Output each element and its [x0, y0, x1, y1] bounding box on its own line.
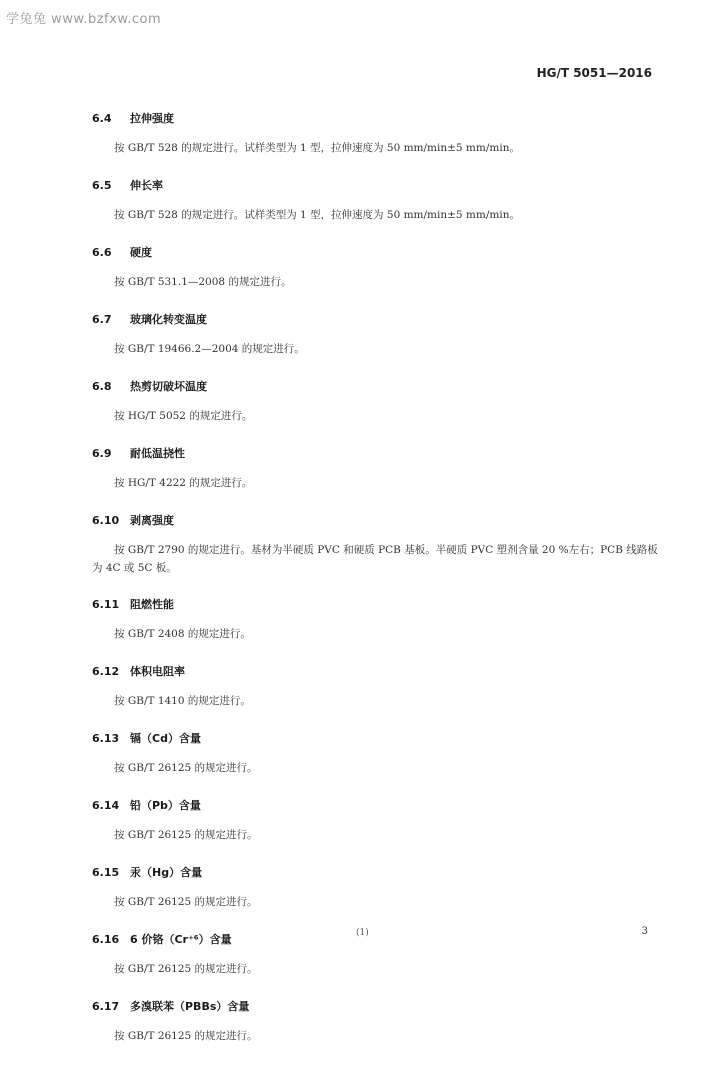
section-number: 6.16	[92, 933, 120, 946]
section-body: 按 GB/T 26125 的规定进行。	[114, 963, 258, 975]
section-6-13	[92, 730, 662, 777]
section-title: 硬度	[130, 246, 152, 259]
section-body: 按 GB/T 2408 的规定进行。	[114, 628, 251, 640]
section-6-12	[92, 663, 662, 710]
section-heading	[92, 596, 662, 613]
section-heading	[92, 663, 662, 680]
section-body: 按 GB/T 1410 的规定进行。	[114, 695, 251, 707]
section-body: 按 GB/T 19466.2—2004 的规定进行。	[114, 343, 305, 355]
section-title: 汞（Hg）含量	[130, 866, 203, 879]
section-title: 剥离强度	[130, 514, 174, 527]
section-number: 6.11	[92, 598, 120, 611]
section-heading	[92, 864, 662, 881]
section-title: 阻燃性能	[130, 598, 174, 611]
section-heading	[92, 244, 662, 261]
section-6-14	[92, 797, 662, 844]
section-title: 6 价铬（Cr⁺⁶）含量	[130, 933, 232, 946]
sections-list	[92, 110, 662, 1065]
section-6-15	[92, 864, 662, 911]
section-heading	[92, 445, 662, 462]
section-number: 6.6	[92, 246, 112, 259]
section-6-5	[92, 177, 662, 224]
section-title: 伸长率	[130, 179, 163, 192]
section-title: 铅（Pb）含量	[130, 799, 201, 812]
watermark: 学兔兔 www.bzfxw.com	[6, 12, 162, 27]
section-heading	[92, 797, 662, 814]
section-title: 热剪切破坏温度	[130, 380, 207, 393]
section-title: 体积电阻率	[130, 665, 185, 678]
section-heading	[92, 378, 662, 395]
section-body: 按 GB/T 26125 的规定进行。	[114, 762, 258, 774]
section-heading	[92, 311, 662, 328]
footer-mark: (1)	[356, 928, 369, 938]
section-number: 6.13	[92, 732, 120, 745]
section-6-7	[92, 311, 662, 358]
section-body: 按 GB/T 528 的规定进行。试样类型为 1 型，拉伸速度为 50 mm/min±5 mm/min。	[114, 142, 520, 154]
section-heading	[92, 730, 662, 747]
section-number: 6.10	[92, 514, 120, 527]
section-6-10	[92, 512, 662, 577]
section-6-11	[92, 596, 662, 643]
section-title: 多溴联苯（PBBs）含量	[130, 1000, 250, 1013]
section-number: 6.9	[92, 447, 112, 460]
section-title: 玻璃化转变温度	[130, 313, 207, 326]
section-body: 按 HG/T 4222 的规定进行。	[114, 477, 253, 489]
section-6-9	[92, 445, 662, 492]
section-heading	[92, 512, 662, 529]
section-body: 按 GB/T 528 的规定进行。试样类型为 1 型，拉伸速度为 50 mm/min±5 mm/min。	[114, 209, 520, 221]
section-title: 耐低温挠性	[130, 447, 185, 460]
section-number: 6.7	[92, 313, 112, 326]
document-code: HG/T 5051—2016	[536, 66, 652, 80]
section-number: 6.12	[92, 665, 120, 678]
section-6-6	[92, 244, 662, 291]
section-number: 6.8	[92, 380, 112, 393]
section-6-8	[92, 378, 662, 425]
section-body: 按 GB/T 26125 的规定进行。	[114, 829, 258, 841]
section-heading	[92, 931, 662, 948]
section-heading	[92, 110, 662, 127]
section-body: 按 HG/T 5052 的规定进行。	[114, 410, 253, 422]
section-number: 6.15	[92, 866, 120, 879]
section-6-4	[92, 110, 662, 157]
section-body: 按 GB/T 26125 的规定进行。	[114, 1030, 258, 1042]
page-number: 3	[641, 926, 648, 937]
section-number: 6.14	[92, 799, 120, 812]
section-number: 6.17	[92, 1000, 120, 1013]
section-body: 按 GB/T 2790 的规定进行。基材为半硬质 PVC 和硬质 PCB 基板。半硬质 PVC 塑剂含量 20 %左右；PCB 线路板为 4C 或 5C 板。	[92, 544, 658, 574]
section-6-17	[92, 998, 662, 1045]
section-number: 6.5	[92, 179, 112, 192]
section-6-16	[92, 931, 662, 978]
section-title: 镉（Cd）含量	[130, 732, 201, 745]
section-body: 按 GB/T 26125 的规定进行。	[114, 896, 258, 908]
section-heading	[92, 177, 662, 194]
section-number: 6.4	[92, 112, 112, 125]
section-title: 拉伸强度	[130, 112, 174, 125]
section-heading	[92, 998, 662, 1015]
section-body: 按 GB/T 531.1—2008 的规定进行。	[114, 276, 292, 288]
